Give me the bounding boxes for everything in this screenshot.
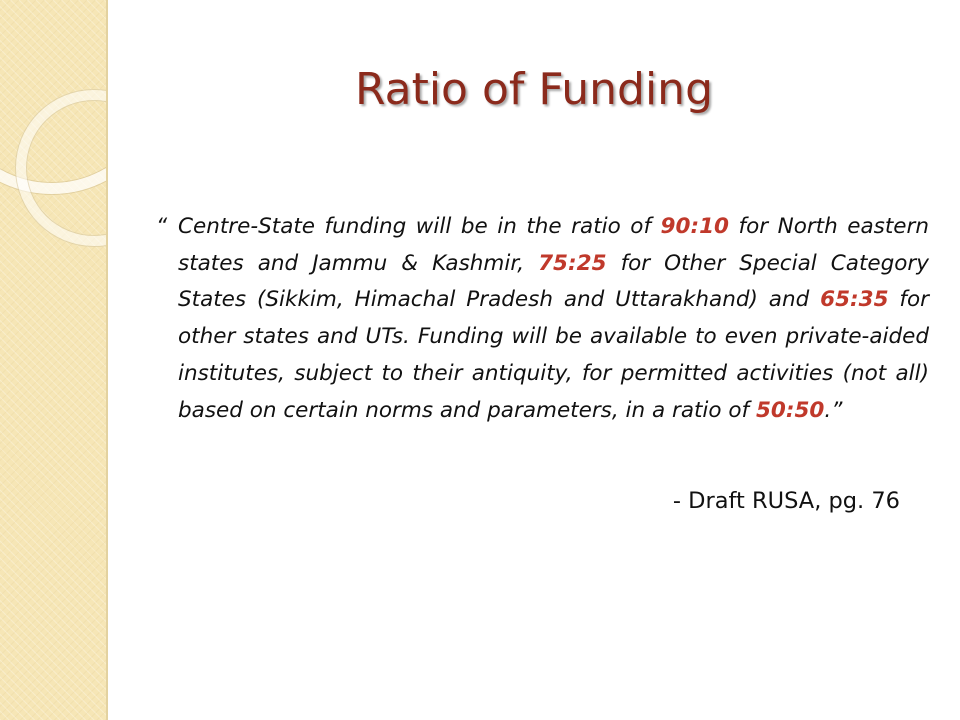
ratio-special-category: 75:25 bbox=[538, 250, 607, 276]
ratio-private-aided: 50:50 bbox=[755, 397, 825, 423]
slide-title: Ratio of Funding bbox=[355, 64, 713, 115]
quote-segment: Centre-State funding will be in the ratio of bbox=[178, 214, 661, 239]
funding-quote bbox=[156, 209, 929, 429]
quote-text bbox=[178, 214, 929, 423]
quote-open-mark: “ bbox=[156, 214, 168, 239]
quote-segment: for other states and UTs. Funding will be available to even private-aided institutes, subject to their antiquity, for permitted activities (not all) based on certain norms and parameters, in a ratio of bbox=[178, 287, 929, 423]
quote-segment: .” bbox=[824, 397, 843, 423]
ratio-north-east: 90:10 bbox=[660, 214, 729, 239]
decorative-side-strip bbox=[0, 0, 106, 720]
quote-segment: for Other Special Category States (Sikkim, Himachal Pradesh and Uttarakhand) and bbox=[178, 250, 929, 313]
source-citation: - Draft RUSA, pg. 76 bbox=[672, 488, 900, 514]
quote-segment: for North eastern states and Jammu & Kashmir, bbox=[178, 214, 929, 276]
ratio-other-states: 65:35 bbox=[820, 287, 889, 313]
